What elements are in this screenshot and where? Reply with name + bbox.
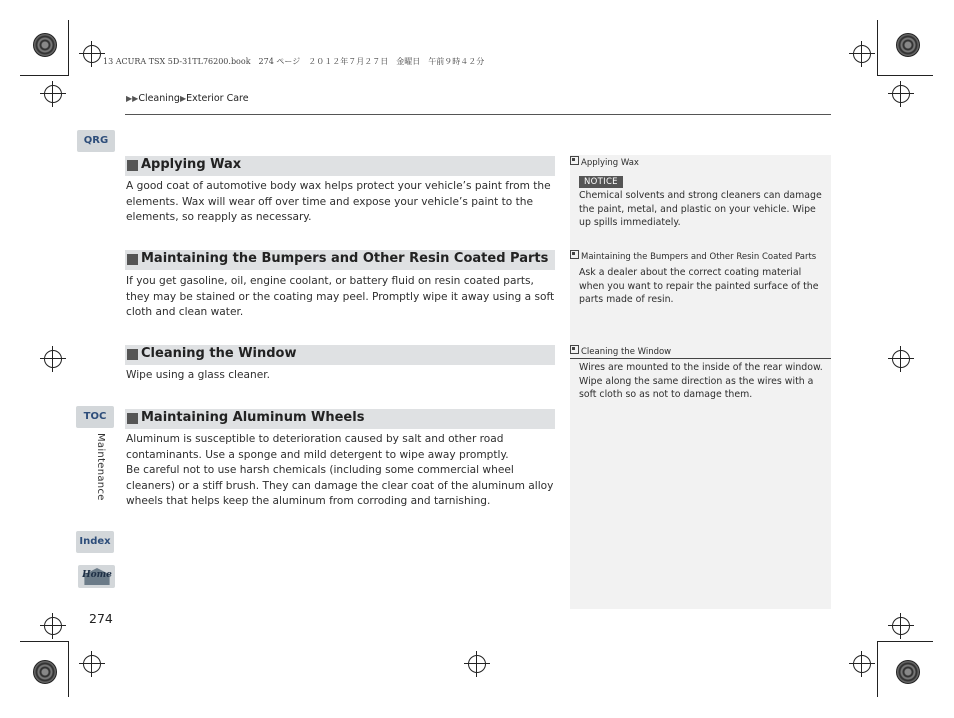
reference-icon [570, 345, 579, 354]
registration-disc-icon [33, 660, 57, 684]
section-square-icon [127, 160, 138, 171]
section-body: Aluminum is susceptible to deterioration caused by salt and other road contaminants. Use a sponge and mild detergent to wipe away promptly. [126, 433, 509, 461]
crop-line [20, 75, 69, 76]
section-body: If you get gasoline, oil, engine coolant, or battery fluid on resin coated parts, they may be stained or the coating may peel. Promptly wipe it away using a soft cloth and clean water. [126, 275, 555, 318]
section-square-icon [127, 254, 138, 265]
registration-mark-icon [892, 350, 910, 368]
sidebar-note-text: Ask a dealer about the correct coating material when you want to repair the painted surface of the parts made of resin. [579, 267, 819, 305]
breadcrumb-item-cleaning[interactable]: Cleaning [138, 93, 180, 104]
registration-mark-icon [853, 655, 871, 673]
sidebar-note-heading[interactable]: Maintaining the Bumpers and Other Resin Coated Parts [570, 250, 831, 262]
registration-mark-icon [892, 85, 910, 103]
breadcrumb-arrow-icon: ▶ [179, 94, 187, 103]
section-title: Maintaining Aluminum Wheels [141, 410, 365, 425]
breadcrumb-arrow-icon: ▶▶ [126, 94, 139, 103]
crop-line [68, 641, 69, 697]
section-header-aluminum-wheels [125, 409, 555, 429]
notice-badge: NOTICE [579, 176, 623, 188]
registration-disc-icon [896, 33, 920, 57]
registration-mark-icon [83, 655, 101, 673]
section-square-icon [127, 349, 138, 360]
section-body: Wipe using a glass cleaner. [126, 369, 270, 381]
sidebar-note-text: Chemical solvents and strong cleaners can damage the paint, metal, and plastic on your vehicle. Wipe up spills immediately. [579, 190, 822, 228]
registration-disc-icon [33, 33, 57, 57]
section-header-bumpers [125, 250, 555, 270]
reference-icon [570, 156, 579, 165]
chapter-label: Maintenance [95, 433, 106, 501]
toc-button[interactable]: TOC [76, 406, 114, 428]
sidebar-note-heading[interactable]: Cleaning the Window [570, 345, 831, 357]
registration-disc-icon [896, 660, 920, 684]
index-button[interactable]: Index [76, 531, 114, 553]
section-header-applying-wax [125, 156, 555, 176]
section-body: Be careful not to use harsh chemicals (including some commercial wheel cleaners) or a stiff brush. They can damage the clear coat of the aluminum alloy wheels that helps keep the aluminum from corroding and tarnishing. [126, 464, 554, 507]
header-rule [125, 114, 831, 115]
section-header-window [125, 345, 555, 365]
crop-line [877, 75, 933, 76]
registration-mark-icon [853, 45, 871, 63]
qrg-button[interactable]: QRG [77, 130, 115, 152]
sidebar-rule [570, 358, 831, 359]
crop-line [877, 641, 878, 697]
breadcrumb-item-exterior-care: Exterior Care [186, 93, 249, 104]
section-body: A good coat of automotive body wax helps protect your vehicle’s paint from the elements. Wax will wear off over time and expose your vehicle’s paint to the elements, so reapply as necessary. [126, 180, 551, 223]
registration-mark-icon [468, 655, 486, 673]
registration-mark-icon [44, 350, 62, 368]
section-title: Maintaining the Bumpers and Other Resin Coated Parts [141, 251, 549, 266]
home-button-label: Home [82, 570, 112, 580]
page-number: 274 [89, 611, 113, 626]
section-square-icon [127, 413, 138, 424]
crop-line [68, 20, 69, 76]
section-title: Cleaning the Window [141, 346, 297, 361]
crop-line [877, 20, 878, 76]
registration-mark-icon [83, 45, 101, 63]
reference-icon [570, 250, 579, 259]
print-header: 13 ACURA TSX 5D-31TL76200.book 274 ページ ２０１２年７月２７日 金曜日 午前９時４２分 [103, 57, 485, 66]
sidebar-note-heading[interactable]: Applying Wax [570, 156, 831, 168]
registration-mark-icon [44, 85, 62, 103]
registration-mark-icon [892, 617, 910, 635]
registration-mark-icon [44, 617, 62, 635]
crop-line [877, 641, 933, 642]
breadcrumb [126, 93, 249, 104]
crop-line [20, 641, 69, 642]
home-button[interactable] [78, 565, 115, 588]
section-title: Applying Wax [141, 157, 242, 172]
sidebar-note-text: Wires are mounted to the inside of the rear window. Wipe along the same direction as the wires with a soft cloth so as not to damage them. [579, 362, 823, 400]
